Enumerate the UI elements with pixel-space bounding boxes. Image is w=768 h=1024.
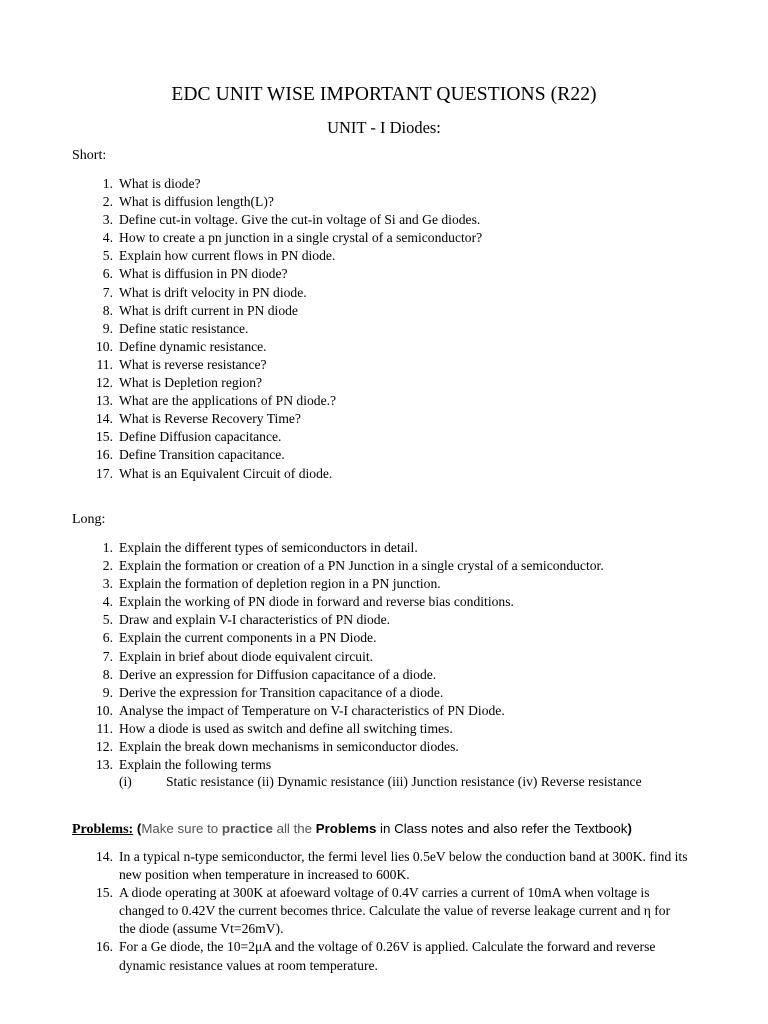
list-item xyxy=(0,756,768,774)
list-item xyxy=(0,539,768,557)
item-text: What is Reverse Recovery Time? xyxy=(119,411,301,427)
item-number: 9. xyxy=(102,684,113,700)
list-item xyxy=(0,175,768,193)
item-number: 15. xyxy=(96,885,113,901)
sub-item xyxy=(119,773,699,791)
item-text: Define static resistance. xyxy=(119,320,249,336)
list-item xyxy=(0,848,768,884)
item-number: 11. xyxy=(96,356,113,372)
unit-heading: UNIT - I Diodes: xyxy=(327,118,441,137)
item-number: 12. xyxy=(96,739,113,755)
item-text: Explain the working of PN diode in forward and reverse bias conditions. xyxy=(119,594,514,610)
list-item xyxy=(0,428,768,446)
list-item xyxy=(0,666,768,684)
item-text: Define cut-in voltage. Give the cut-in voltage of Si and Ge diodes. xyxy=(119,212,481,228)
list-item xyxy=(0,338,768,356)
list-item xyxy=(0,356,768,374)
list-item xyxy=(0,720,768,738)
item-number: 2. xyxy=(102,194,113,210)
list-item xyxy=(0,446,768,464)
list-item xyxy=(0,211,768,229)
list-item xyxy=(0,247,768,265)
list-item xyxy=(0,702,768,720)
item-number: 12. xyxy=(96,375,113,391)
item-text: Explain the break down mechanisms in semiconductor diodes. xyxy=(119,739,459,755)
item-number: 7. xyxy=(102,284,113,300)
item-text: What is an Equivalent Circuit of diode. xyxy=(119,465,333,481)
item-text: Draw and explain V-I characteristics of PN diode. xyxy=(119,612,391,628)
item-text: Explain how current flows in PN diode. xyxy=(119,248,336,264)
item-text: Define Transition capacitance. xyxy=(119,447,285,463)
list-item xyxy=(0,611,768,629)
item-number: 16. xyxy=(96,447,113,463)
list-item xyxy=(0,684,768,702)
item-number: 14. xyxy=(96,411,113,427)
list-item xyxy=(0,629,768,647)
item-number: 4. xyxy=(102,594,113,610)
item-number: 2. xyxy=(102,558,113,574)
list-item xyxy=(0,884,768,938)
sub-item-number: (i) xyxy=(119,774,132,789)
item-text: Explain the following terms xyxy=(119,757,272,773)
long-section-label: Long: xyxy=(72,512,106,527)
item-text: Explain the formation of depletion region in a PN junction. xyxy=(119,576,441,592)
item-number: 11. xyxy=(96,720,113,736)
item-text: How to create a pn junction in a single crystal of a semiconductor? xyxy=(119,230,483,246)
close-paren: ) xyxy=(627,821,632,836)
item-number: 3. xyxy=(102,212,113,228)
short-questions-list xyxy=(0,175,768,483)
item-text: What is drift current in PN diode xyxy=(119,302,298,318)
document-title: EDC UNIT WISE IMPORTANT QUESTIONS (R22) xyxy=(171,84,597,105)
item-number: 13. xyxy=(96,757,113,773)
list-item xyxy=(0,557,768,575)
item-number: 7. xyxy=(102,648,113,664)
item-number: 15. xyxy=(96,429,113,445)
item-number: 9. xyxy=(102,320,113,336)
item-text: Derive an expression for Diffusion capacitance of a diode. xyxy=(119,666,437,682)
item-number: 1. xyxy=(102,540,113,555)
problems-note-all: all the xyxy=(272,821,316,836)
list-item xyxy=(0,193,768,211)
problems-list xyxy=(0,848,768,975)
list-item xyxy=(0,265,768,283)
problems-heading xyxy=(72,820,732,839)
short-section-label: Short: xyxy=(72,148,107,163)
item-number: 16. xyxy=(96,939,113,955)
list-item xyxy=(0,374,768,392)
list-item xyxy=(0,738,768,756)
item-number: 3. xyxy=(102,576,113,592)
item-text: Analyse the impact of Temperature on V-I characteristics of PN Diode. xyxy=(119,702,505,718)
item-number: 6. xyxy=(102,266,113,282)
item-text: In a typical n-type semiconductor, the fermi level lies 0.5eV below the conduction band at 300K. find its new position when temperature in increased to 600K. xyxy=(119,849,688,883)
list-item xyxy=(0,410,768,428)
item-text: For a Ge diode, the 10=2μA and the voltage of 0.26V is applied. Calculate the forward and reverse dynamic resistance values at room temperature. xyxy=(119,939,656,973)
item-text: Derive the expression for Transition capacitance of a diode. xyxy=(119,684,444,700)
item-number: 5. xyxy=(102,248,113,264)
problems-label: Problems: xyxy=(72,822,134,837)
item-number: 10. xyxy=(96,702,113,718)
list-item xyxy=(0,320,768,338)
item-number: 13. xyxy=(96,393,113,409)
problems-note-practice: practice xyxy=(221,821,273,836)
item-text: What is Depletion region? xyxy=(119,375,263,391)
item-number: 17. xyxy=(96,465,113,481)
sub-item-text: Static resistance (ii) Dynamic resistance (iii) Junction resistance (iv) Reverse resistance xyxy=(166,774,642,789)
list-item xyxy=(0,284,768,302)
list-item xyxy=(0,302,768,320)
list-item xyxy=(0,465,768,483)
list-item xyxy=(0,229,768,247)
list-item xyxy=(0,593,768,611)
item-number: 10. xyxy=(96,338,113,354)
list-item xyxy=(0,392,768,410)
long-questions-list xyxy=(0,539,768,774)
item-text: A diode operating at 300K at afoeward voltage of 0.4V carries a current of 10mA when voltage is changed to 0.42V the current becomes thrice. Calculate the value of reverse leakage current and η for the diode (assume Vt=26mV). xyxy=(119,885,671,937)
item-number: 8. xyxy=(102,666,113,682)
item-text: Explain the current components in a PN Diode. xyxy=(119,630,377,646)
item-text: What is reverse resistance? xyxy=(119,356,267,372)
item-number: 14. xyxy=(96,849,113,864)
item-text: Explain the different types of semiconductors in detail. xyxy=(119,540,418,555)
item-number: 8. xyxy=(102,302,113,318)
item-text: Define dynamic resistance. xyxy=(119,338,267,354)
item-text: What is diode? xyxy=(119,176,201,191)
problems-note-rest: in Class notes and also refer the Textbook xyxy=(376,821,628,836)
item-text: What is drift velocity in PN diode. xyxy=(119,284,307,300)
item-text: How a diode is used as switch and define all switching times. xyxy=(119,720,453,736)
item-text: Explain in brief about diode equivalent circuit. xyxy=(119,648,374,664)
item-text: Explain the formation or creation of a PN Junction in a single crystal of a semiconductor. xyxy=(119,558,604,574)
item-text: What is diffusion length(L)? xyxy=(119,194,274,210)
list-item xyxy=(0,938,768,974)
list-item xyxy=(0,575,768,593)
item-number: 4. xyxy=(102,230,113,246)
item-text: Define Diffusion capacitance. xyxy=(119,429,282,445)
item-text: What is diffusion in PN diode? xyxy=(119,266,288,282)
item-text: What are the applications of PN diode.? xyxy=(119,393,337,409)
item-number: 1. xyxy=(102,176,113,191)
problems-note: Make sure to xyxy=(141,821,222,836)
open-paren: ( xyxy=(133,821,142,836)
list-item xyxy=(0,648,768,666)
problems-note-bold: Problems xyxy=(315,821,377,836)
item-number: 6. xyxy=(102,630,113,646)
item-number: 5. xyxy=(102,612,113,628)
